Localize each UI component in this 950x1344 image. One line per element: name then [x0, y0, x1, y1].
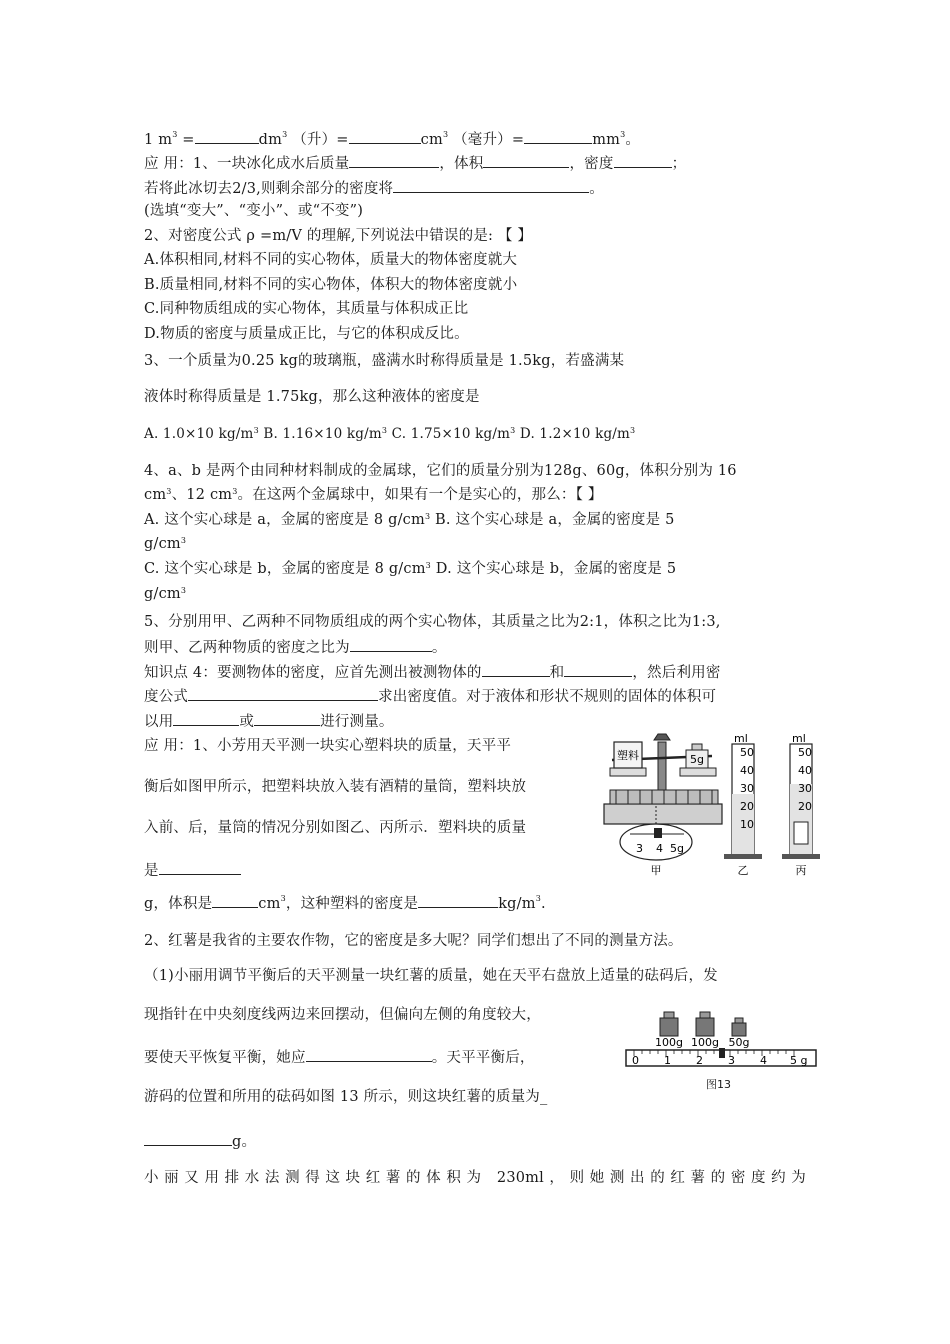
text: 。 — [431, 640, 447, 656]
answer-blank[interactable] — [188, 685, 378, 701]
figure-label-jia: 甲 — [650, 864, 662, 877]
option-d: D. 1.2×10 kg/m — [515, 426, 631, 442]
text: 、12 cm — [171, 487, 233, 503]
text: 。 — [589, 181, 604, 197]
answer-blank[interactable] — [195, 128, 259, 144]
text-line — [144, 685, 810, 707]
question-2-sweet-potato: 2、红薯是我省的主要农作物，它的密度是多大呢？同学们想出了不同的测量方法。 — [144, 933, 683, 949]
balance-cylinder-figure — [600, 730, 828, 880]
option-a: A. 1.0×10 kg/m — [144, 426, 254, 442]
weight-label: 50g — [728, 1036, 750, 1049]
answer-blank[interactable] — [349, 152, 439, 168]
text-line: 入前、后，量筒的情况分别如图乙、丙所示．塑料块的质量 — [144, 820, 527, 836]
option-b: B. 这个实心球是 a，金属的密度是 5 — [430, 512, 675, 528]
option-d: D. 这个实心球是 b，金属的密度是 5 — [430, 561, 677, 577]
answer-blank[interactable] — [254, 710, 320, 726]
sup: 3 — [510, 426, 516, 435]
option-d: D.物质的密度与质量成正比，与它的体积成反比。 — [144, 326, 469, 342]
text: ； — [671, 156, 687, 172]
text-line: (选填“变大”、“变小”、或“不变”) — [144, 203, 364, 219]
weight-100g-1 — [660, 1012, 678, 1036]
text: ，体积 — [439, 156, 484, 172]
text-line — [144, 485, 810, 505]
text: 1 m — [144, 132, 173, 148]
sup: 3 — [166, 487, 172, 496]
ruler-label: 2 — [696, 1054, 703, 1067]
text: （毫升）= — [448, 132, 525, 148]
answer-blank[interactable] — [144, 1130, 232, 1146]
sup: 3 — [180, 586, 187, 595]
left-pan — [610, 768, 646, 776]
scale-label: 3 — [636, 842, 643, 855]
rider — [719, 1048, 725, 1058]
text-line — [144, 584, 810, 604]
text: （升）= — [287, 132, 349, 148]
text: 。在这两个金属球中，如果有一个是实心的，那么：【 】 — [237, 487, 603, 503]
ruler-label: 5 g — [790, 1054, 808, 1067]
text: 和 — [549, 665, 565, 681]
figure-label-yi: 乙 — [737, 864, 749, 877]
tick-label: 40 — [740, 764, 754, 777]
q4-options-cd — [144, 559, 810, 579]
weight-label: 100g — [691, 1036, 719, 1049]
answer-blank[interactable] — [614, 152, 672, 168]
weight-50g — [732, 1018, 746, 1036]
tick-label: 20 — [798, 800, 812, 813]
balance-pillar — [658, 742, 666, 790]
answer-blank[interactable] — [212, 892, 258, 908]
text: = — [177, 132, 195, 148]
tick-label: 50 — [740, 746, 754, 759]
option-b: B.质量相同,材料不同的实心物体，体积大的物体密度就小 — [144, 277, 518, 293]
scale-label: 5g — [670, 842, 684, 855]
text-line — [144, 534, 810, 554]
balance-base — [604, 804, 722, 824]
sup: 3 — [630, 426, 636, 435]
answer-blank[interactable] — [349, 128, 421, 144]
ruler-label: 1 — [664, 1054, 671, 1067]
option-b: B. 1.16×10 kg/m — [258, 426, 382, 442]
question-3: 3、一个质量为0.25 kg的玻璃瓶，盛满水时称得质量是 1.5kg，若盛满某 — [144, 353, 625, 369]
tick-label: 20 — [740, 800, 754, 813]
q4-options-ab — [144, 510, 810, 530]
answer-blank[interactable] — [482, 661, 550, 677]
question-5: 5、分别用甲、乙两种不同物质组成的两个实心物体，其质量之比为2:1，体积之比为1:3, — [144, 614, 721, 630]
answer-blank[interactable] — [306, 1046, 432, 1062]
sup: 3 — [282, 130, 288, 139]
answer-blank[interactable] — [418, 892, 498, 908]
text-line: 现指针在中央刻度线两边来回摆动，但偏向左侧的角度较大， — [144, 1007, 541, 1023]
text: mm — [592, 132, 621, 148]
text-line — [144, 710, 810, 732]
answer-blank[interactable] — [483, 152, 569, 168]
right-pan — [680, 768, 716, 776]
figure-13 — [622, 1010, 822, 1074]
text: 。 — [625, 132, 641, 148]
option-a: A.体积相同,材料不同的实心物体，质量大的物体密度就大 — [144, 252, 518, 268]
ruler-label: 3 — [728, 1054, 735, 1067]
scale-label: 4 — [656, 842, 663, 855]
text: cm — [258, 896, 281, 912]
tick-label: 30 — [740, 782, 754, 795]
unit-label: ml — [734, 732, 748, 745]
text-line: 衡后如图甲所示，把塑料块放入装有酒精的量筒，塑料块放 — [144, 779, 527, 795]
text: ，然后利用密 — [632, 665, 721, 681]
text: ，密度 — [569, 156, 614, 172]
text-line — [144, 1130, 810, 1152]
ruler-label: 0 — [632, 1054, 639, 1067]
text-line: 游码的位置和所用的砝码如图 13 所示，则这块红薯的质量为_ — [144, 1089, 548, 1105]
sup: 3 — [620, 130, 626, 139]
text: 知识点 4：要测物体的密度，应首先测出被测物体的 — [144, 665, 482, 681]
answer-blank[interactable] — [173, 710, 239, 726]
tick-label: 30 — [798, 782, 812, 795]
sup: 3 — [232, 487, 238, 496]
option-c: C. 1.75×10 kg/m — [387, 426, 511, 442]
option-c: C. 这个实心球是 b，金属的密度是 8 g/cm — [144, 561, 426, 577]
text: g。 — [232, 1134, 257, 1150]
answer-blank[interactable] — [524, 128, 592, 144]
sup: 3 — [424, 512, 431, 521]
text: 以用 — [144, 714, 174, 730]
text: 或 — [239, 714, 255, 730]
text-line — [144, 636, 810, 658]
text: 若将此冰切去2/3,则剩余部分的密度将 — [144, 181, 394, 197]
text: 要使天平恢复平衡，她应 — [144, 1050, 306, 1066]
block-label: 塑料 — [617, 749, 639, 762]
tick-label: 10 — [740, 818, 754, 831]
text-line — [144, 892, 810, 914]
sup: 3 — [280, 894, 286, 903]
tick-label: 50 — [798, 746, 812, 759]
q3-options — [144, 424, 810, 444]
sup: 3 — [442, 130, 449, 139]
answer-blank[interactable] — [350, 636, 432, 652]
text: 。天平平衡后， — [431, 1050, 535, 1066]
answer-blank[interactable] — [159, 859, 241, 875]
sup: 3 — [381, 426, 388, 435]
sup: 3 — [172, 130, 178, 139]
answer-blank[interactable] — [564, 661, 632, 677]
text: 度公式 — [144, 689, 189, 705]
text: g/cm — [144, 586, 181, 602]
application-line — [144, 152, 810, 174]
text-line: （1)小丽用调节平衡后的天平测量一块红薯的质量，她在天平右盘放上适量的砝码后，发 — [144, 968, 718, 984]
ruler-label: 4 — [760, 1054, 767, 1067]
submerged-block — [794, 822, 808, 844]
text: 应 用：1、一块冰化成水后质量 — [144, 156, 350, 172]
text: g/cm — [144, 536, 181, 552]
option-a: A. 这个实心球是 a，金属的密度是 8 g/cm — [144, 512, 425, 528]
text: . — [541, 896, 546, 912]
sup: 3 — [180, 536, 187, 545]
sup: 3 — [425, 561, 431, 570]
text-line: 小丽又用排水法测得这块红薯的体积为 230ml，则她测出的红薯的密度约为 — [144, 1170, 806, 1186]
knowledge-point-4 — [144, 661, 810, 683]
text: cm — [144, 487, 167, 503]
unit-label: ml — [792, 732, 806, 745]
question-2: 2、对密度公式 ρ =m/V 的理解,下列说法中错误的是: 【 】 — [144, 228, 533, 244]
answer-blank[interactable] — [393, 177, 589, 193]
text: 是 — [144, 863, 159, 879]
unit-conversion-line — [144, 128, 810, 150]
option-c: C.同种物质组成的实心物体，其质量与体积成正比 — [144, 301, 469, 317]
sup: 3 — [535, 894, 541, 903]
weight-100g-2 — [696, 1012, 714, 1036]
text: 则甲、乙两种物质的密度之比为 — [144, 640, 350, 656]
sup: 3 — [253, 426, 259, 435]
weight-label: 5g — [690, 753, 704, 766]
figure-label-bing: 丙 — [795, 864, 807, 877]
text-line — [144, 177, 810, 199]
text: g，体积是 — [144, 896, 213, 912]
tick-label: 40 — [798, 764, 812, 777]
question-4: 4、a、b 是两个由同种材料制成的金属球，它们的质量分别为128g、60g，体积分别为 16 — [144, 463, 737, 479]
figure-13-caption: 图13 — [706, 1078, 731, 1091]
text: ，这种塑料的密度是 — [285, 896, 419, 912]
text: dm — [258, 132, 283, 148]
weight-label: 100g — [655, 1036, 683, 1049]
text: 求出密度值。对于液体和形状不规则的固体的体积可 — [378, 689, 717, 705]
text-line: 液体时称得质量是 1.75kg，那么这种液体的密度是 — [144, 389, 480, 405]
text: kg/m — [498, 896, 536, 912]
text: 进行测量。 — [320, 714, 394, 730]
text: cm — [420, 132, 443, 148]
text-line: 应 用：1、小芳用天平测一块实心塑料块的质量，天平平 — [144, 738, 512, 754]
